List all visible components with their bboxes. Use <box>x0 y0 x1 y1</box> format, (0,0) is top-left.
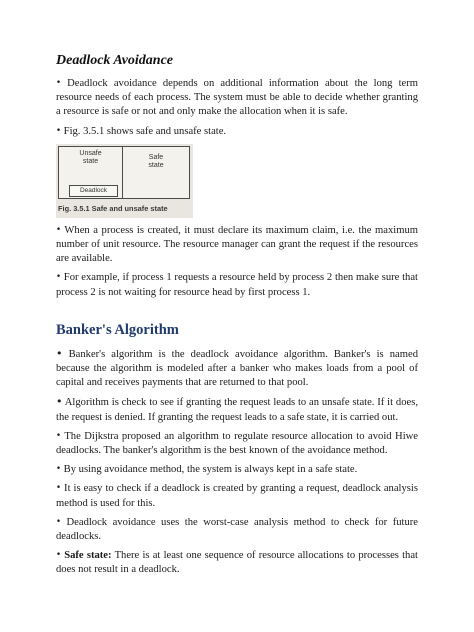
paragraph <box>56 549 418 577</box>
paragraph <box>56 463 418 477</box>
safe-state-term: Safe state: <box>64 550 112 562</box>
safe-state-label: Safe state <box>148 153 164 169</box>
paragraph-text: Deadlock avoidance depends on additional information about the long term resource needs of each process. The system must be able to decide whether granting a resource is safe or not and only make the allocation when it is safe. <box>56 78 418 118</box>
paragraph-text: There is at least one sequence of resource allocations to processes that does not result in a deadlock. <box>56 550 418 576</box>
paragraph <box>56 271 418 299</box>
paragraph-text: When a process is created, it must declare its maximum claim, i.e. the maximum number of unit resource. The resource manager can grant the request if the resources are available. <box>56 224 418 265</box>
bullet-icon: • <box>56 464 62 475</box>
bullet-icon: • <box>56 272 62 283</box>
section-title-deadlock-avoidance: Deadlock Avoidance <box>56 53 174 68</box>
document-page <box>56 52 418 583</box>
bullet-icon: • <box>56 346 63 360</box>
bullet-icon: • <box>56 395 63 409</box>
paragraph <box>56 125 418 139</box>
paragraph <box>56 395 418 424</box>
bullet-icon: • <box>56 78 62 88</box>
bullet-icon: • <box>56 516 62 527</box>
paragraph-text: For example, if process 1 requests a resource held by process 2 then make sure that process 2 is not waiting for resource head by first process 1. <box>56 272 418 298</box>
figure-caption: Fig. 3.5.1 Safe and unsafe state <box>58 203 168 213</box>
section-title-bankers-algorithm: Banker's Algorithm <box>56 321 179 338</box>
paragraph <box>56 224 418 267</box>
paragraph <box>56 347 418 391</box>
bullet-icon: • <box>56 483 62 494</box>
paragraph <box>56 482 418 510</box>
unsafe-state-label: Unsafe state <box>79 149 102 165</box>
bullet-icon: • <box>56 224 62 235</box>
bullet-icon: • <box>56 550 62 561</box>
paragraph-text: By using avoidance method, the system is always kept in a safe state. <box>63 464 358 476</box>
figure-diagram <box>58 146 190 199</box>
paragraph-text: Deadlock avoidance uses the worst-case analysis method to check for future deadlocks. <box>56 516 418 543</box>
unsafe-region <box>59 147 123 198</box>
figure-safe-unsafe-state <box>56 144 193 218</box>
deadlock-region-label: Deadlock <box>69 185 118 197</box>
paragraph-text: Banker's algorithm is the deadlock avoidance algorithm. Banker's is named because the algorithm is modeled after a banker who makes loads from a pool of capital and receives payments that are returned to that pool. <box>56 348 418 389</box>
bullet-icon: • <box>56 125 62 136</box>
paragraph-text: The Dijkstra proposed an algorithm to regulate resource allocation to avoid Hiwe deadlocks. The banker's algorithm is the best known of the avoidance method. <box>56 430 418 457</box>
paragraph-text: Algorithm is check to see if granting the request leads to an unsafe state. If it does, the request is denied. If granting the request leads to a safe state, it is carried out. <box>56 397 418 423</box>
paragraph <box>56 77 418 120</box>
bullet-icon: • <box>56 430 62 441</box>
paragraph <box>56 430 418 458</box>
paragraph-text: Fig. 3.5.1 shows safe and unsafe state. <box>63 125 227 137</box>
paragraph <box>56 516 418 544</box>
paragraph-text: It is easy to check if a deadlock is created by granting a request, deadlock analysis method is used for this. <box>56 483 418 509</box>
